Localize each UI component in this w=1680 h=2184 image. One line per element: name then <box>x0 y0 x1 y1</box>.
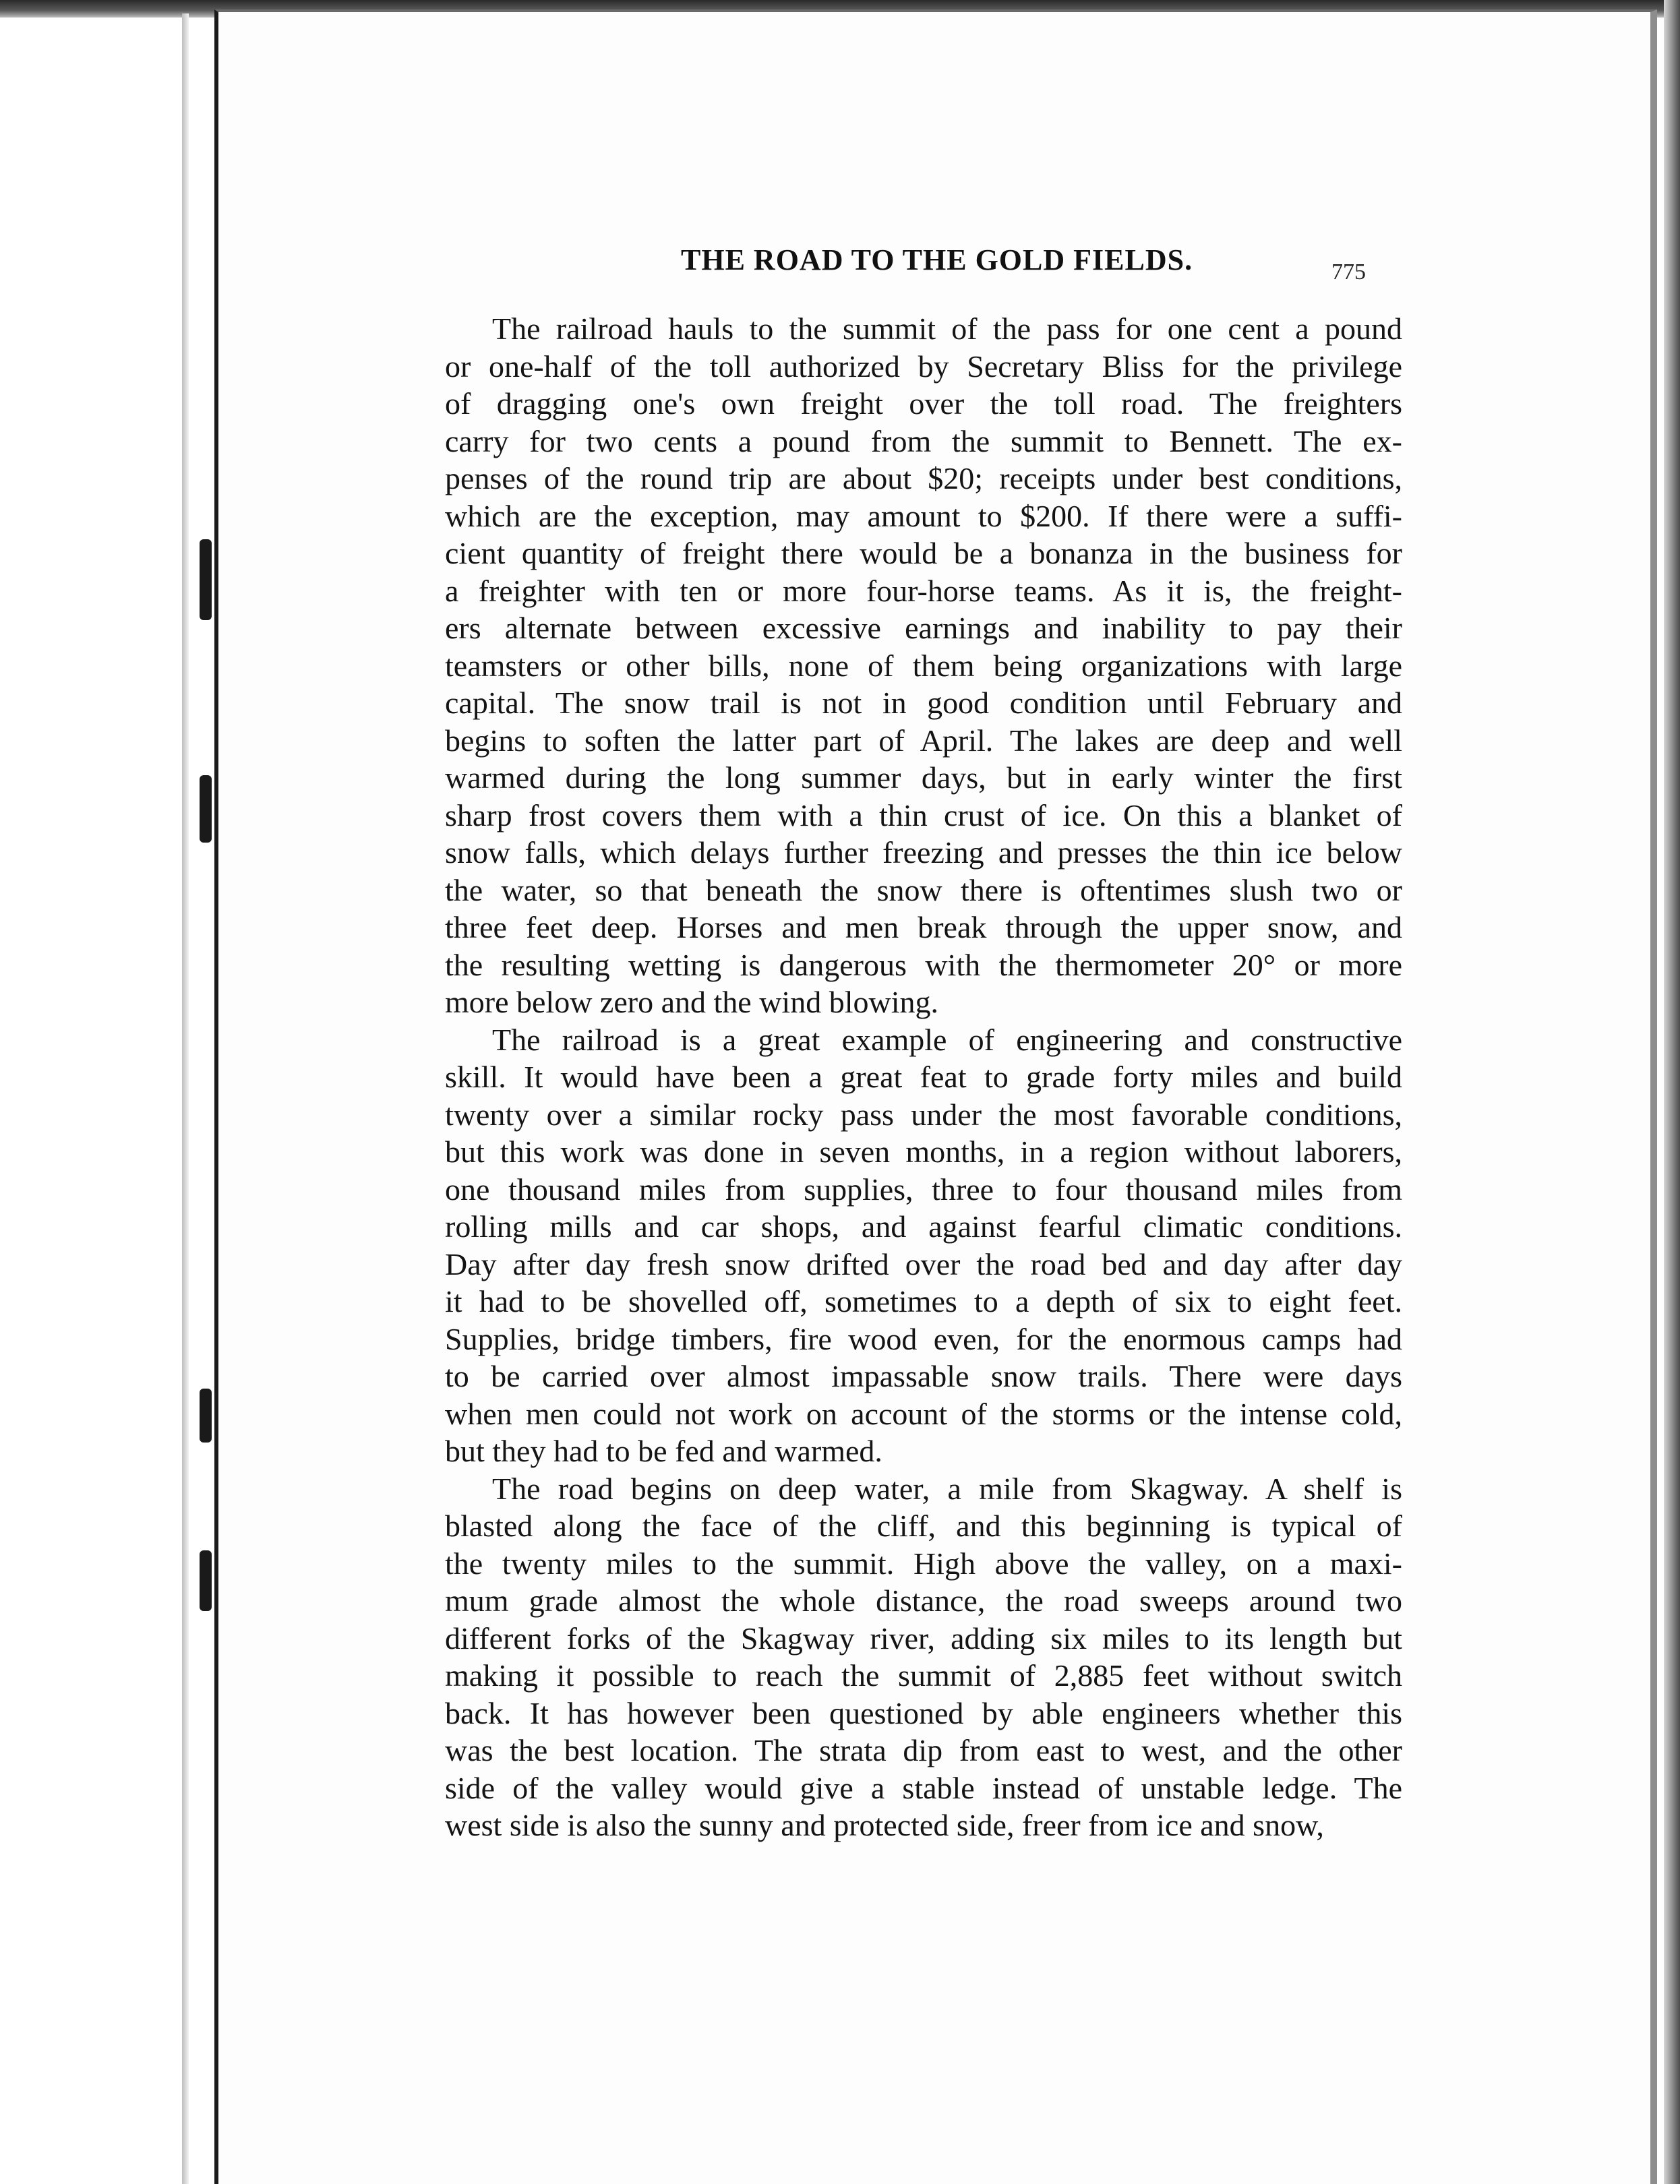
scan-right-border <box>1664 0 1680 2184</box>
text-line: or one-half of the toll authorized by Secretary Bliss for the privilege <box>445 348 1402 384</box>
text-line: blasted along the face of the cliff, and this beginning is typical of <box>445 1509 1402 1543</box>
text-line: three feet deep. Horses and men break through the upper snow, and <box>445 910 1402 944</box>
text-line: was the best location. The strata dip from east to west, and the other <box>445 1733 1402 1767</box>
text-line: side of the valley would give a stable instead of unstable ledge. The <box>445 1770 1402 1805</box>
text-line: Day after day fresh snow drifted over the road bed and day after day <box>445 1246 1402 1281</box>
page-number: 775 <box>1331 260 1366 284</box>
text-line: begins to soften the latter part of April. The lakes are deep and well <box>445 723 1402 758</box>
text-line: mum grade almost the whole distance, the road sweeps around two <box>445 1583 1402 1618</box>
text-line: when men could not work on account of the storms or the intense cold, <box>445 1396 1402 1431</box>
text-line: cient quantity of freight there would be a bonanza in the business for <box>445 536 1402 570</box>
text-line: west side is also the sunny and protected side, freer from ice and snow, <box>445 1808 1324 1842</box>
text-line: the resulting wetting is dangerous with the thermometer 20° or more <box>445 947 1402 982</box>
text-line: snow falls, which delays further freezing and presses the thin ice below <box>445 835 1402 870</box>
text-line: The railroad hauls to the summit of the pass for one cent a pound <box>492 311 1402 346</box>
text-line: sharp frost covers them with a thin crust of ice. On this a blanket of <box>445 797 1402 832</box>
binding-stitch <box>200 1550 212 1611</box>
text-line: a freighter with ten or more four-horse teams. As it is, the freight- <box>445 573 1402 608</box>
paragraph <box>445 1021 1402 1470</box>
text-line: the water, so that beneath the snow there is oftentimes slush two or <box>445 872 1402 907</box>
text-line: it had to be shovelled off, sometimes to a depth of six to eight feet. <box>445 1284 1402 1318</box>
text-line: ers alternate between excessive earnings and inability to pay their <box>445 611 1402 645</box>
text-line: back. It has however been questioned by able engineers whether this <box>445 1695 1402 1730</box>
text-line: to be carried over almost impassable snow trails. There were days <box>445 1359 1402 1393</box>
text-line: skill. It would have been a great feat to grade forty miles and build <box>445 1060 1402 1094</box>
text-line: of dragging one's own freight over the toll road. The freighters <box>445 386 1402 421</box>
text-line: but they had to be fed and warmed. <box>445 1434 882 1468</box>
text-line: Supplies, bridge timbers, fire wood even, for the enormous camps had <box>445 1321 1402 1356</box>
paragraph <box>445 310 1402 1021</box>
text-line: teamsters or other bills, none of them being organizations with large <box>445 648 1402 683</box>
text-line: warmed during the long summer days, but in early winter the first <box>445 760 1402 795</box>
running-title: THE ROAD TO THE GOLD FIELDS. <box>681 243 1193 276</box>
text-line: making it possible to reach the summit of 2,885 feet without switch <box>445 1658 1402 1693</box>
paragraph <box>445 1470 1402 1844</box>
binding-stitch <box>200 1389 212 1443</box>
binding-stitch <box>200 539 212 620</box>
text-line: but this work was done in seven months, in a region without laborers, <box>445 1134 1402 1169</box>
text-line: which are the exception, may amount to $200. If there were a suffi- <box>445 498 1402 533</box>
text-line: one thousand miles from supplies, three to four thousand miles from <box>445 1172 1402 1207</box>
text-line: twenty over a similar rocky pass under the most favorable conditions, <box>445 1097 1402 1132</box>
text-line: the twenty miles to the summit. High above the valley, on a maxi- <box>445 1546 1402 1581</box>
text-line: carry for two cents a pound from the summit to Bennett. The ex- <box>445 423 1402 458</box>
previous-page-edge <box>182 13 189 2184</box>
text-line: more below zero and the wind blowing. <box>445 985 938 1019</box>
text-line: The railroad is a great example of engineering and constructive <box>492 1022 1402 1057</box>
text-line: rolling mills and car shops, and against fearful climatic conditions. <box>445 1209 1402 1244</box>
text-line: penses of the round trip are about $20; receipts under best conditions, <box>445 461 1402 495</box>
body-text <box>445 310 1402 1844</box>
binding-stitch <box>200 775 212 843</box>
text-line: different forks of the Skagway river, adding six miles to its length but <box>445 1620 1402 1656</box>
text-line: capital. The snow trail is not in good condition until February and <box>445 686 1402 720</box>
text-line: The road begins on deep water, a mile from Skagway. A shelf is <box>492 1471 1402 1506</box>
